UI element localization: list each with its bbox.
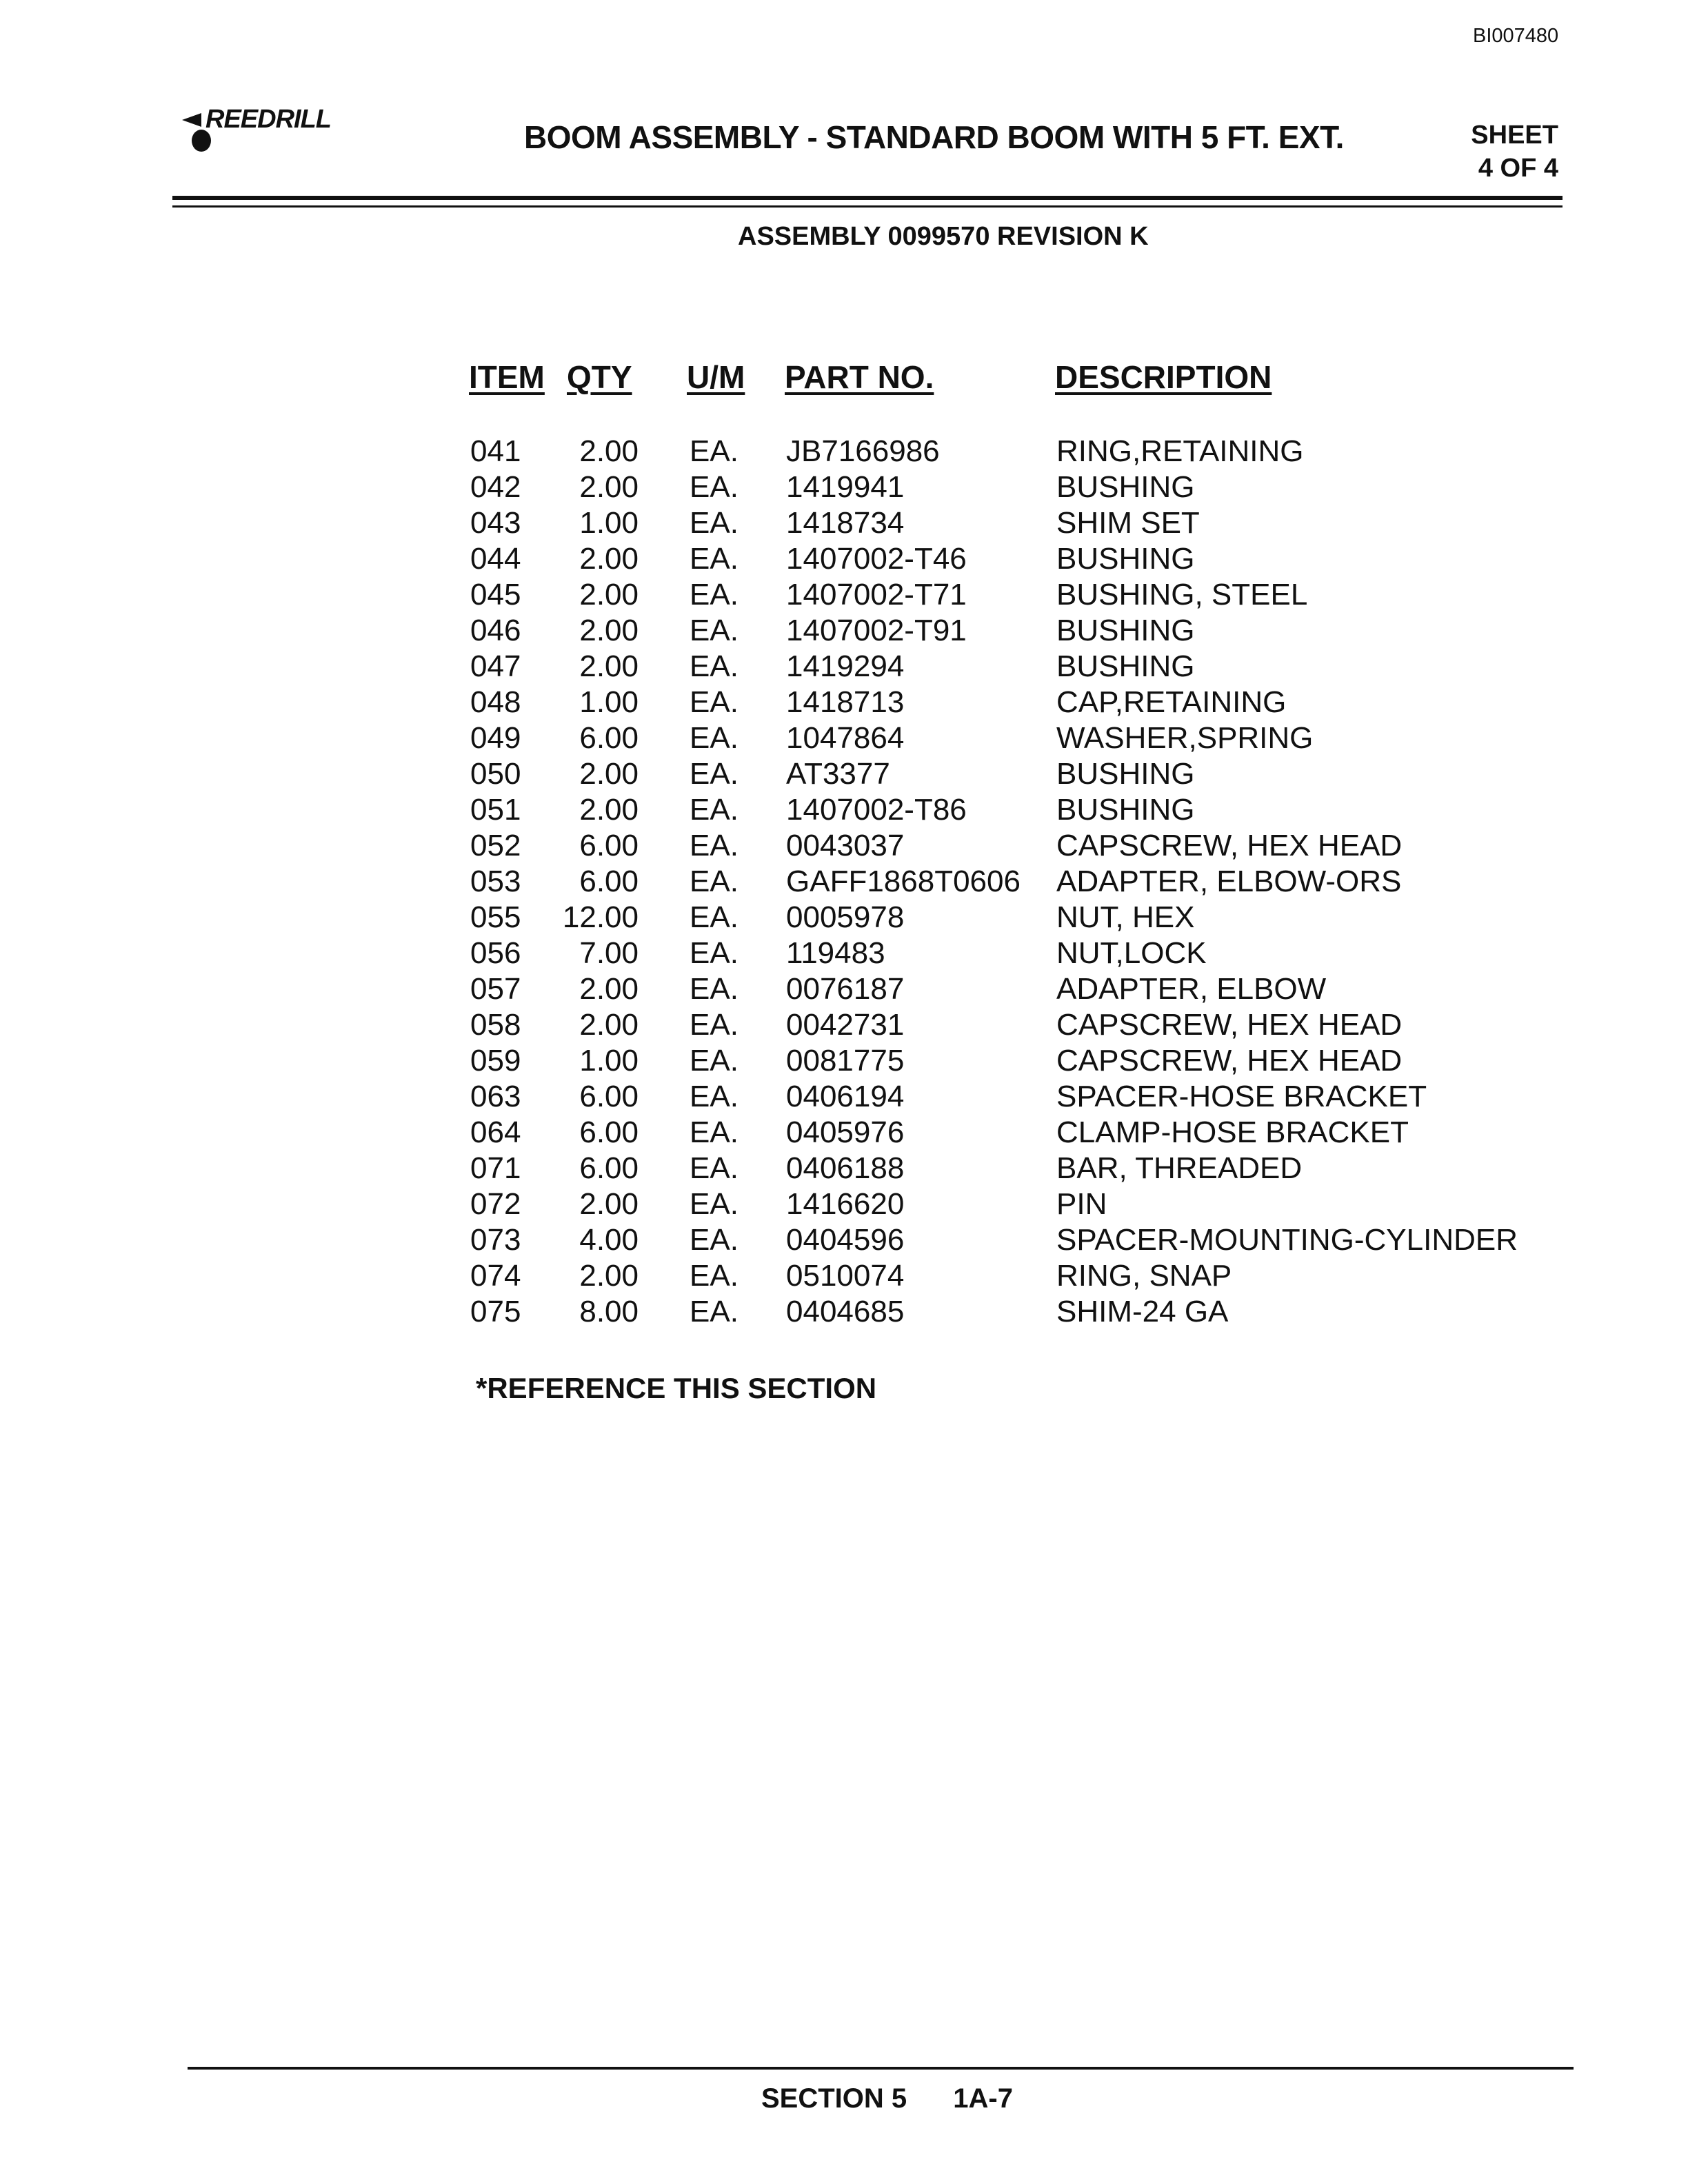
part-number-cell: 1407002-T71 bbox=[786, 578, 967, 611]
part-number-cell: 1407002-T91 bbox=[786, 614, 967, 647]
item-number-cell: 071 bbox=[470, 1151, 521, 1185]
description-cell: BUSHING bbox=[1056, 470, 1195, 504]
item-number-cell: 046 bbox=[470, 614, 521, 647]
part-number-cell: 1407002-T86 bbox=[786, 793, 967, 827]
item-number-cell: 043 bbox=[470, 506, 521, 540]
unit-of-measure-cell: EA. bbox=[690, 721, 738, 755]
unit-of-measure-cell: EA. bbox=[690, 470, 738, 504]
item-number-cell: 073 bbox=[470, 1223, 521, 1257]
unit-of-measure-cell: EA. bbox=[690, 1008, 738, 1042]
unit-of-measure-cell: EA. bbox=[690, 793, 738, 827]
quantity-cell: 6.00 bbox=[579, 1151, 639, 1185]
part-number-cell: 0404596 bbox=[786, 1223, 905, 1257]
table-row bbox=[0, 757, 1688, 793]
description-cell: NUT, HEX bbox=[1056, 900, 1195, 934]
table-row bbox=[0, 434, 1688, 470]
description-cell: NUT,LOCK bbox=[1056, 936, 1207, 970]
description-cell: PIN bbox=[1056, 1187, 1107, 1221]
part-number-cell: 0005978 bbox=[786, 900, 905, 934]
part-number-cell: 0406194 bbox=[786, 1080, 905, 1113]
table-row bbox=[0, 793, 1688, 829]
part-number-cell: 119483 bbox=[786, 936, 885, 970]
part-number-cell: 0404685 bbox=[786, 1295, 905, 1328]
unit-of-measure-cell: EA. bbox=[690, 829, 738, 862]
description-cell: WASHER,SPRING bbox=[1056, 721, 1314, 755]
part-number-cell: 1047864 bbox=[786, 721, 905, 755]
item-number-cell: 045 bbox=[470, 578, 521, 611]
unit-of-measure-cell: EA. bbox=[690, 1259, 738, 1293]
quantity-cell: 2.00 bbox=[579, 542, 639, 576]
item-number-cell: 048 bbox=[470, 685, 521, 719]
table-row bbox=[0, 972, 1688, 1008]
table-row bbox=[0, 721, 1688, 757]
item-number-cell: 050 bbox=[470, 757, 521, 791]
description-cell: BUSHING bbox=[1056, 614, 1195, 647]
footer-section: SECTION 5 bbox=[761, 2083, 907, 2114]
part-number-cell: 0081775 bbox=[786, 1044, 905, 1078]
unit-of-measure-cell: EA. bbox=[690, 1223, 738, 1257]
part-number-cell: 1418734 bbox=[786, 506, 905, 540]
quantity-cell: 2.00 bbox=[579, 793, 639, 827]
unit-of-measure-cell: EA. bbox=[690, 972, 738, 1006]
unit-of-measure-cell: EA. bbox=[690, 649, 738, 683]
quantity-cell: 1.00 bbox=[579, 1044, 639, 1078]
table-row bbox=[0, 614, 1688, 649]
item-number-cell: 059 bbox=[470, 1044, 521, 1078]
description-cell: ADAPTER, ELBOW-ORS bbox=[1056, 865, 1402, 898]
quantity-cell: 2.00 bbox=[579, 1259, 639, 1293]
quantity-cell: 2.00 bbox=[579, 470, 639, 504]
item-number-cell: 044 bbox=[470, 542, 521, 576]
reedrill-logo bbox=[181, 103, 374, 156]
table-row bbox=[0, 1151, 1688, 1187]
description-cell: CAP,RETAINING bbox=[1056, 685, 1287, 719]
quantity-cell: 6.00 bbox=[579, 721, 639, 755]
header-divider-thin bbox=[172, 205, 1563, 208]
item-number-cell: 064 bbox=[470, 1115, 521, 1149]
part-number-cell: JB7166986 bbox=[786, 434, 940, 468]
table-row bbox=[0, 470, 1688, 506]
quantity-cell: 6.00 bbox=[579, 829, 639, 862]
description-cell: RING,RETAINING bbox=[1056, 434, 1304, 468]
table-row bbox=[0, 1223, 1688, 1259]
description-cell: BUSHING, STEEL bbox=[1056, 578, 1308, 611]
item-number-cell: 075 bbox=[470, 1295, 521, 1328]
part-number-cell: 0076187 bbox=[786, 972, 905, 1006]
item-number-cell: 051 bbox=[470, 793, 521, 827]
quantity-cell: 2.00 bbox=[579, 757, 639, 791]
description-cell: BUSHING bbox=[1056, 757, 1195, 791]
column-header-item: ITEM bbox=[469, 359, 545, 395]
unit-of-measure-cell: EA. bbox=[690, 434, 738, 468]
description-cell: CAPSCREW, HEX HEAD bbox=[1056, 1008, 1403, 1042]
description-cell: BUSHING bbox=[1056, 793, 1195, 827]
table-row bbox=[0, 1008, 1688, 1044]
sheet-count: 4 OF 4 bbox=[1478, 154, 1558, 183]
item-number-cell: 053 bbox=[470, 865, 521, 898]
unit-of-measure-cell: EA. bbox=[690, 614, 738, 647]
quantity-cell: 2.00 bbox=[579, 1187, 639, 1221]
item-number-cell: 074 bbox=[470, 1259, 521, 1293]
quantity-cell: 6.00 bbox=[579, 1080, 639, 1113]
description-cell: BUSHING bbox=[1056, 542, 1195, 576]
part-number-cell: 0510074 bbox=[786, 1259, 905, 1293]
item-number-cell: 041 bbox=[470, 434, 521, 468]
part-number-cell: AT3377 bbox=[786, 757, 890, 791]
part-number-cell: 1418713 bbox=[786, 685, 905, 719]
description-cell: SHIM SET bbox=[1056, 506, 1200, 540]
assembly-revision: ASSEMBLY 0099570 REVISION K bbox=[738, 222, 1149, 251]
unit-of-measure-cell: EA. bbox=[690, 1151, 738, 1185]
quantity-cell: 1.00 bbox=[579, 506, 639, 540]
table-row bbox=[0, 578, 1688, 614]
part-number-cell: 1419941 bbox=[786, 470, 905, 504]
description-cell: BUSHING bbox=[1056, 649, 1195, 683]
unit-of-measure-cell: EA. bbox=[690, 1115, 738, 1149]
unit-of-measure-cell: EA. bbox=[690, 506, 738, 540]
footer-divider bbox=[188, 2067, 1574, 2070]
unit-of-measure-cell: EA. bbox=[690, 757, 738, 791]
quantity-cell: 2.00 bbox=[579, 434, 639, 468]
item-number-cell: 057 bbox=[470, 972, 521, 1006]
quantity-cell: 12.00 bbox=[562, 900, 639, 934]
part-number-cell: 0043037 bbox=[786, 829, 905, 862]
table-row bbox=[0, 1044, 1688, 1080]
parts-list bbox=[0, 434, 1688, 1331]
quantity-cell: 8.00 bbox=[579, 1295, 639, 1328]
part-number-cell: GAFF1868T0606 bbox=[786, 865, 1021, 898]
table-row bbox=[0, 542, 1688, 578]
description-cell: SHIM-24 GA bbox=[1056, 1295, 1229, 1328]
part-number-cell: 0406188 bbox=[786, 1151, 905, 1185]
item-number-cell: 052 bbox=[470, 829, 521, 862]
part-number-cell: 0042731 bbox=[786, 1008, 905, 1042]
page-footer bbox=[761, 2083, 1052, 2114]
table-row bbox=[0, 829, 1688, 865]
unit-of-measure-cell: EA. bbox=[690, 1295, 738, 1328]
description-cell: ADAPTER, ELBOW bbox=[1056, 972, 1327, 1006]
item-number-cell: 063 bbox=[470, 1080, 521, 1113]
footer-page-number: 1A-7 bbox=[953, 2083, 1013, 2114]
table-row bbox=[0, 1187, 1688, 1223]
unit-of-measure-cell: EA. bbox=[690, 900, 738, 934]
item-number-cell: 058 bbox=[470, 1008, 521, 1042]
table-row bbox=[0, 1115, 1688, 1151]
description-cell: CAPSCREW, HEX HEAD bbox=[1056, 1044, 1403, 1078]
quantity-cell: 6.00 bbox=[579, 865, 639, 898]
part-number-cell: 1416620 bbox=[786, 1187, 905, 1221]
part-number-cell: 0405976 bbox=[786, 1115, 905, 1149]
column-header-um: U/M bbox=[687, 359, 745, 395]
quantity-cell: 1.00 bbox=[579, 685, 639, 719]
description-cell: CAPSCREW, HEX HEAD bbox=[1056, 829, 1403, 862]
sheet-label: SHEET bbox=[1471, 121, 1558, 150]
column-header-part-no: PART NO. bbox=[785, 359, 934, 395]
quantity-cell: 7.00 bbox=[579, 936, 639, 970]
page-title: BOOM ASSEMBLY - STANDARD BOOM WITH 5 FT. EXT. bbox=[524, 119, 1344, 155]
unit-of-measure-cell: EA. bbox=[690, 1080, 738, 1113]
unit-of-measure-cell: EA. bbox=[690, 1044, 738, 1078]
unit-of-measure-cell: EA. bbox=[690, 542, 738, 576]
part-number-cell: 1407002-T46 bbox=[786, 542, 967, 576]
column-header-description: DESCRIPTION bbox=[1055, 359, 1272, 395]
table-row bbox=[0, 936, 1688, 972]
description-cell: RING, SNAP bbox=[1056, 1259, 1232, 1293]
sheet-number bbox=[1448, 119, 1558, 185]
quantity-cell: 2.00 bbox=[579, 578, 639, 611]
quantity-cell: 2.00 bbox=[579, 972, 639, 1006]
unit-of-measure-cell: EA. bbox=[690, 1187, 738, 1221]
quantity-cell: 6.00 bbox=[579, 1115, 639, 1149]
table-row bbox=[0, 1080, 1688, 1115]
quantity-cell: 2.00 bbox=[579, 614, 639, 647]
quantity-cell: 4.00 bbox=[579, 1223, 639, 1257]
table-row bbox=[0, 865, 1688, 900]
table-row bbox=[0, 649, 1688, 685]
description-cell: CLAMP-HOSE BRACKET bbox=[1056, 1115, 1409, 1149]
item-number-cell: 072 bbox=[470, 1187, 521, 1221]
item-number-cell: 047 bbox=[470, 649, 521, 683]
quantity-cell: 2.00 bbox=[579, 649, 639, 683]
unit-of-measure-cell: EA. bbox=[690, 685, 738, 719]
table-row bbox=[0, 685, 1688, 721]
document-id: BI007480 bbox=[1473, 25, 1559, 47]
header-divider-thick bbox=[172, 196, 1563, 200]
table-row bbox=[0, 900, 1688, 936]
unit-of-measure-cell: EA. bbox=[690, 578, 738, 611]
item-number-cell: 055 bbox=[470, 900, 521, 934]
unit-of-measure-cell: EA. bbox=[690, 865, 738, 898]
unit-of-measure-cell: EA. bbox=[690, 936, 738, 970]
column-header-qty: QTY bbox=[567, 359, 632, 395]
item-number-cell: 049 bbox=[470, 721, 521, 755]
description-cell: SPACER-HOSE BRACKET bbox=[1056, 1080, 1427, 1113]
table-row bbox=[0, 1295, 1688, 1331]
table-row bbox=[0, 1259, 1688, 1295]
quantity-cell: 2.00 bbox=[579, 1008, 639, 1042]
table-row bbox=[0, 506, 1688, 542]
logo-wordmark: REEDRILL bbox=[205, 105, 331, 134]
reference-note: *REFERENCE THIS SECTION bbox=[476, 1372, 877, 1404]
item-number-cell: 056 bbox=[470, 936, 521, 970]
item-number-cell: 042 bbox=[470, 470, 521, 504]
description-cell: BAR, THREADED bbox=[1056, 1151, 1303, 1185]
description-cell: SPACER-MOUNTING-CYLINDER bbox=[1056, 1223, 1518, 1257]
part-number-cell: 1419294 bbox=[786, 649, 905, 683]
